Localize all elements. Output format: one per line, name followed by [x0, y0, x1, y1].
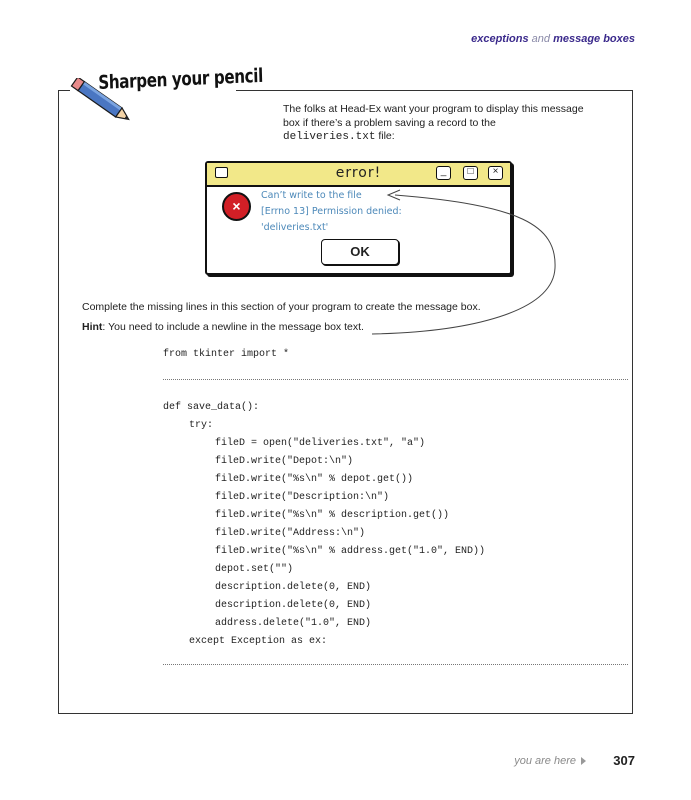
code-line-open: fileD = open("deliveries.txt", "a")	[215, 438, 426, 449]
triangle-right-icon	[581, 757, 586, 765]
ok-button[interactable]: OK	[321, 239, 399, 265]
hint-label: Hint	[82, 321, 103, 333]
answer-blank-line-1[interactable]	[163, 379, 628, 380]
dialog-message-line-2: [Errno 13] Permission denied:	[261, 206, 402, 217]
code-line-description-delete-1: description.delete(0, END)	[215, 582, 372, 593]
code-line-write-depot-label: fileD.write("Depot:\n")	[215, 456, 354, 467]
code-line-try: try:	[189, 420, 214, 431]
page-number: 307	[613, 753, 635, 768]
maximize-button[interactable]: □	[463, 166, 478, 180]
header-and: and	[531, 33, 550, 45]
code-line-except: except Exception as ex:	[189, 636, 328, 647]
intro-line-2: box if there’s a problem saving a record to the	[283, 116, 496, 129]
code-line-def: def save_data():	[163, 402, 260, 413]
hint-body: : You need to include a newline in the message box text.	[102, 321, 364, 333]
sharpen-pencil-title: Sharpen your pencil	[98, 64, 264, 94]
intro-line-1: The folks at Head-Ex want your program to display this message	[283, 103, 584, 115]
instructions-text: Complete the missing lines in this section of your program to create the message box.	[82, 301, 481, 313]
error-icon: ×	[222, 192, 251, 221]
code-line-write-address: fileD.write("%s\n" % address.get("1.0", END))	[215, 546, 486, 557]
intro-filename: deliveries.txt	[283, 131, 376, 143]
code-line-depot-set: depot.set("")	[215, 564, 294, 575]
close-button[interactable]: ×	[488, 166, 503, 180]
intro-suffix: file:	[375, 130, 395, 142]
code-line-write-description: fileD.write("%s\n" % description.get())	[215, 510, 450, 521]
code-line-import: from tkinter import *	[163, 349, 290, 360]
dialog-title: error!	[335, 165, 382, 181]
header-message-boxes: message boxes	[553, 33, 635, 45]
code-line-write-depot: fileD.write("%s\n" % depot.get())	[215, 474, 414, 485]
answer-blank-line-2[interactable]	[163, 664, 628, 665]
code-line-description-delete-2: description.delete(0, END)	[215, 600, 372, 611]
dialog-message-line-3: 'deliveries.txt'	[261, 222, 329, 233]
code-line-write-address-label: fileD.write("Address:\n")	[215, 528, 366, 539]
code-line-address-delete: address.delete("1.0", END)	[215, 618, 372, 629]
minimize-button[interactable]: _	[436, 166, 451, 180]
you-are-here: you are here	[514, 755, 576, 767]
code-line-write-description-label: fileD.write("Description:\n")	[215, 492, 390, 503]
header-exceptions: exceptions	[471, 33, 529, 45]
hint-text	[82, 321, 364, 333]
dialog-message-line-1: Can’t write to the file	[261, 190, 362, 201]
